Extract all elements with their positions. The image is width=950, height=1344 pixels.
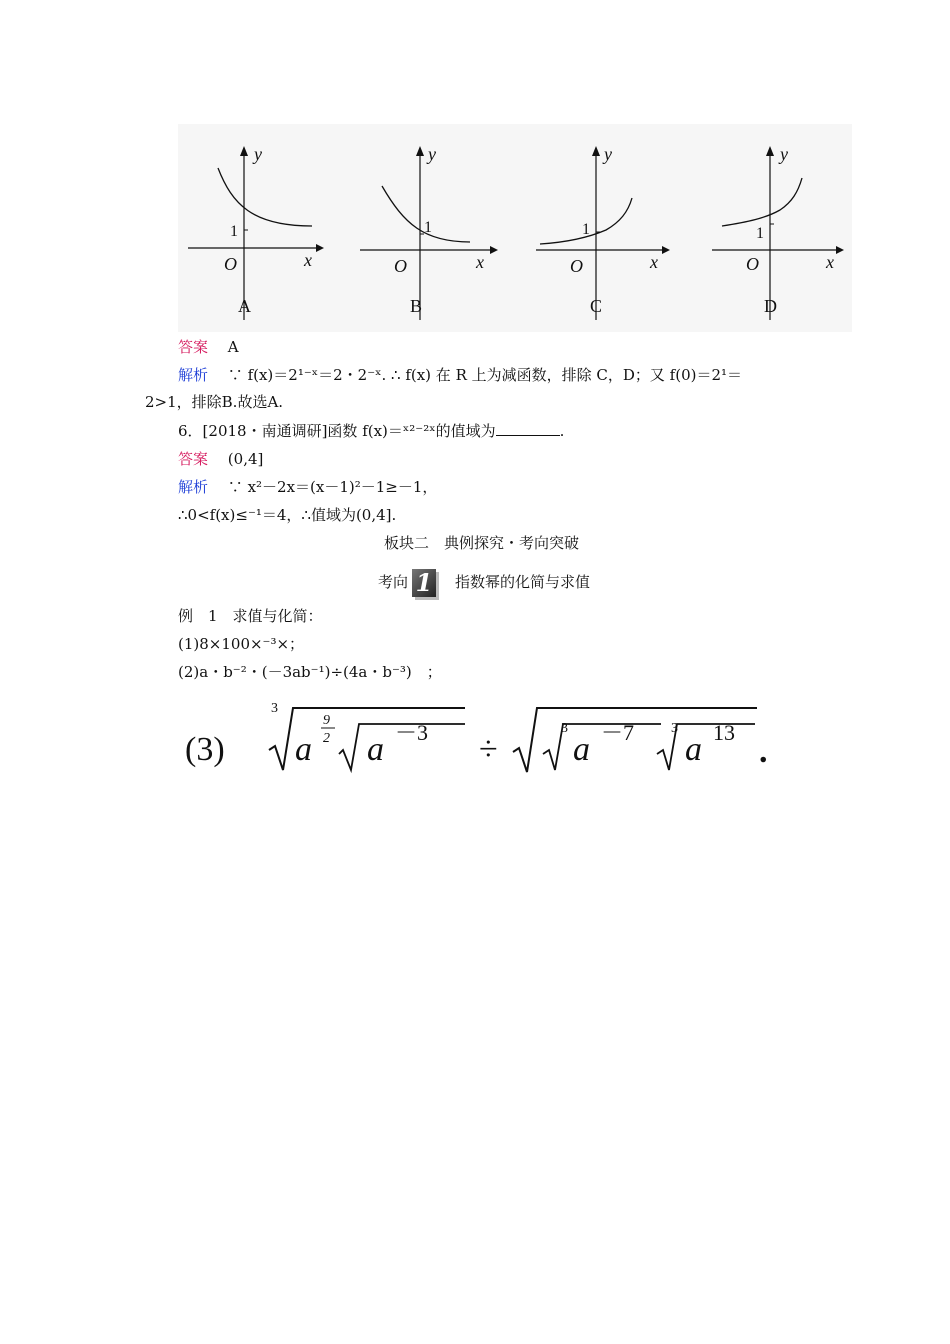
topic-number-badge: 1: [412, 569, 436, 597]
x-axis-label: x: [650, 252, 658, 272]
division-sign: ÷: [479, 731, 498, 768]
base-a: a: [573, 731, 590, 768]
graph-b: [358, 124, 526, 332]
exp-neg7: －7: [601, 720, 635, 745]
one-label: 1: [756, 225, 764, 242]
base-a: a: [367, 731, 384, 768]
base-a: a: [685, 731, 702, 768]
graph-c: [532, 124, 700, 332]
analysis-text: 2>1，排除B.故选A.: [145, 393, 284, 411]
origin-label: O: [570, 256, 583, 276]
topic-title: 指数幂的化简与求值: [455, 573, 591, 591]
answer-tag: 答案: [178, 450, 209, 468]
section-title: 板块二 典例探究・考向突破: [384, 534, 580, 552]
q5-answer-line: [178, 337, 239, 357]
q6-analysis-line2: [178, 505, 396, 525]
graph-label: D: [764, 296, 777, 316]
origin-label: O: [394, 256, 407, 276]
function-graphs-figure: [178, 124, 852, 332]
graph-label: A: [238, 296, 251, 316]
topic-prefix: 考向: [378, 573, 409, 591]
analysis-text: ∵ f(x)＝2¹⁻ˣ＝2・2⁻ˣ. ∴ f(x) 在 R 上为减函数，排除 C，D；又 f(0)＝2¹＝: [227, 366, 743, 384]
analysis-tag: 解析: [178, 478, 209, 496]
root-index: 3: [671, 721, 678, 736]
x-axis-label: x: [826, 252, 834, 272]
y-axis-label: y: [428, 144, 436, 164]
y-axis-label: y: [604, 144, 612, 164]
exp-13: 13: [713, 720, 735, 745]
answer-value: (0,4]: [227, 450, 264, 468]
q6-answer-line: [178, 449, 263, 469]
exp-denominator: 2: [323, 731, 330, 746]
question-end: .: [559, 422, 565, 440]
example-item-3-expression: [183, 700, 803, 784]
origin-label: O: [224, 254, 237, 274]
answer-blank: [496, 421, 560, 436]
one-label: 1: [424, 219, 432, 236]
q5-analysis-line2: [145, 392, 283, 412]
graph-d: [708, 124, 876, 332]
answer-value: A: [227, 338, 239, 356]
base-a: a: [295, 731, 312, 768]
example-item-2: (2)a・b⁻²・(－3ab⁻¹)÷(4a・b⁻³) ；: [178, 663, 442, 681]
graph-a: [182, 124, 350, 332]
one-label: 1: [230, 223, 238, 240]
question-text: 6．[2018・南通调研]函数 f(x)＝ˣ²⁻²ˣ的值域为: [178, 422, 496, 440]
x-axis-label: x: [304, 250, 312, 270]
x-axis-label: x: [476, 252, 484, 272]
y-axis-label: y: [254, 144, 262, 164]
q6-analysis-line1: [178, 477, 437, 497]
analysis-text: ∵ x²－2x＝(x－1)²－1≥－1，: [227, 478, 438, 496]
end-period: .: [759, 733, 768, 770]
item3-label: (3): [185, 731, 225, 768]
root-index: 3: [271, 701, 278, 716]
root-index: 3: [561, 721, 568, 736]
analysis-tag: 解析: [178, 366, 209, 384]
analysis-text: ∴0<f(x)≤⁻¹＝4，∴值域为(0,4].: [178, 506, 397, 524]
example-item-1: (1)8×100×⁻³×；: [178, 635, 305, 653]
graph-label: C: [590, 296, 603, 316]
exp-numerator: 9: [323, 713, 330, 728]
one-label: 1: [582, 221, 590, 238]
example-title: 例 1 求值与化简：: [178, 607, 323, 625]
answer-tag: 答案: [178, 338, 209, 356]
graph-label: B: [410, 296, 423, 316]
origin-label: O: [746, 254, 759, 274]
topic-heading: [378, 566, 590, 598]
q5-analysis-line1: [178, 365, 742, 385]
y-axis-label: y: [780, 144, 788, 164]
q6-stem: [178, 421, 564, 441]
exp-neg3: －3: [395, 720, 429, 745]
